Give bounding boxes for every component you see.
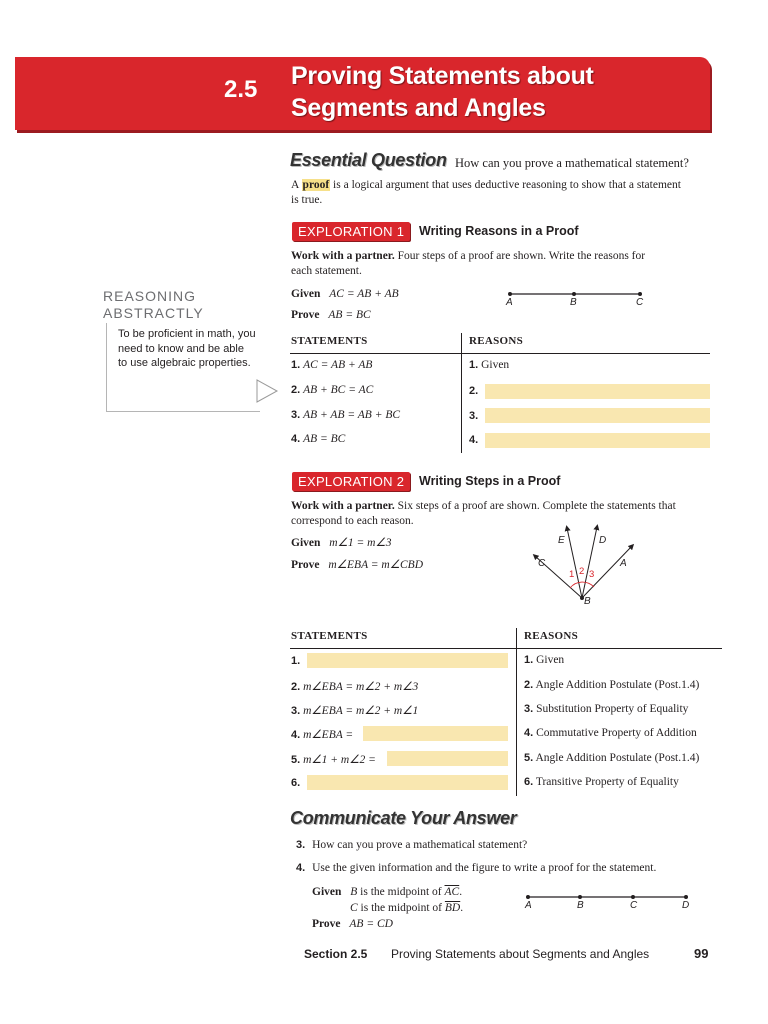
question-number: 4.: [296, 862, 306, 874]
answer-field-statement-6[interactable]: [307, 775, 508, 790]
page-number: 99: [694, 946, 709, 961]
row-number: 6.: [524, 776, 534, 788]
row-reason: Given: [481, 359, 510, 371]
row-statement: AB + AB = AB + BC: [303, 409, 401, 421]
row-number: 4.: [524, 727, 534, 739]
question4-given: Given B is the midpoint of $\overline{AC}$. C is the midpoint of $\overline{BD}$.: [312, 886, 464, 914]
exploration1-instruction-line1: Four steps of a proof are shown. Write the reasons for: [397, 250, 646, 262]
question-number: 3.: [296, 839, 306, 851]
row-reason: Given: [536, 654, 565, 666]
answer-field-statement-1[interactable]: [307, 653, 508, 668]
definition-text-line1: is a logical argument that uses deductive reasoning to show that a statement: [333, 179, 681, 191]
point-label-a: A: [525, 900, 532, 911]
row-statement: m∠1 + m∠2 =: [303, 754, 376, 766]
point-label-c: C: [630, 900, 638, 911]
table1-reason: [469, 359, 509, 371]
point-label-a: A: [506, 297, 513, 308]
row-number: 2.: [524, 679, 534, 691]
sidebar-text: To be proficient in math, you need to know and be able to use algebraic properties.: [118, 328, 256, 369]
given-midpoint-text: is the midpoint of: [360, 902, 443, 914]
prove-label: Prove: [312, 918, 341, 930]
proof-definition: [291, 178, 711, 208]
table2-row: [291, 679, 418, 693]
prove-statement: AB = BC: [328, 309, 371, 321]
given-midpoint-text: is the midpoint of: [360, 886, 442, 898]
communicate-heading: Communicate Your Answer: [290, 808, 517, 828]
row-number: 2.: [469, 385, 479, 397]
row-number: 5.: [524, 752, 534, 764]
row-number: 1.: [524, 654, 534, 666]
row-reason: Substitution Property of Equality: [536, 703, 689, 715]
question-text: Use the given information and the figure to write a proof for the statement.: [312, 862, 657, 874]
table2-row: [291, 727, 353, 741]
table2-row: [291, 752, 376, 766]
given-label: Given: [291, 537, 321, 549]
exploration2-instruction-line1: Six steps of a proof are shown. Complete the statements that: [397, 500, 676, 512]
row-statement: m∠EBA =: [303, 729, 354, 741]
answer-field-reason-3[interactable]: [485, 408, 710, 423]
point-label-b: B: [584, 596, 591, 607]
definition-text-line2: is true.: [291, 194, 323, 206]
row-number: 3.: [524, 703, 534, 715]
exploration2-given: [291, 536, 392, 551]
given-label: Given: [291, 288, 321, 300]
point-label-b: B: [570, 297, 577, 308]
prove-label: Prove: [291, 309, 320, 321]
table1-header-reasons: REASONS: [469, 335, 524, 347]
exploration2-tag: EXPLORATION 2: [292, 472, 410, 491]
table2-row: [291, 703, 418, 717]
prove-label: Prove: [291, 559, 320, 571]
sidebar-heading: [103, 288, 204, 322]
point-label-e: E: [558, 535, 565, 546]
row-number: 4.: [291, 729, 301, 741]
question4-prove: [312, 918, 393, 930]
definition-article: A: [291, 179, 299, 191]
row-number: 1.: [291, 655, 301, 667]
angle-label-3: 3: [589, 569, 595, 580]
sidebar-heading-line1: REASONING: [103, 288, 197, 304]
page-title-line2: Segments and Angles: [291, 94, 546, 122]
row-statement: m∠EBA = m∠2 + m∠1: [303, 705, 419, 717]
angle-label-1: 1: [569, 569, 575, 580]
given-statement: m∠1 = m∠3: [329, 537, 392, 549]
table1-divider: [461, 333, 462, 453]
essential-question-text: How can you prove a mathematical statement?: [455, 156, 689, 170]
table2-header-statements: STATEMENTS: [291, 630, 368, 642]
sidebar-heading-line2: ABSTRACTLY: [103, 305, 204, 321]
row-statement: AC = AB + AB: [303, 359, 373, 371]
exploration1-title: Writing Reasons in a Proof: [419, 224, 579, 238]
section-number: 2.5: [224, 76, 258, 103]
footer-title: Proving Statements about Segments and Angles: [391, 947, 650, 961]
table2-divider: [516, 628, 517, 796]
row-reason: Angle Addition Postulate (Post.1.4): [535, 679, 700, 691]
row-number: 4.: [469, 434, 479, 446]
table2-reason: [524, 679, 699, 691]
proof-term-highlight: proof: [302, 179, 330, 191]
question-text: How can you prove a mathematical statement?: [312, 839, 528, 851]
essential-question-label: Essential Question: [290, 150, 447, 170]
row-number: 2.: [291, 384, 301, 396]
row-reason: Angle Addition Postulate (Post.1.4): [535, 752, 700, 764]
row-number: 4.: [291, 433, 301, 445]
table2-reason: [524, 703, 688, 715]
table2-reason: [524, 752, 699, 764]
given-segment-ac: $\overline{AC}$: [444, 886, 460, 898]
table1-row: [291, 433, 345, 445]
point-label-d: D: [682, 900, 690, 911]
row-number: 3.: [291, 409, 301, 421]
exploration1-prove: [291, 308, 371, 323]
exploration1-tag: EXPLORATION 1: [292, 222, 410, 241]
point-label-c: C: [538, 558, 546, 569]
table2-reason: [524, 654, 564, 666]
point-label-c: C: [636, 297, 644, 308]
given-point-b: B: [350, 886, 358, 898]
row-number: 3.: [291, 705, 301, 717]
page-title-line1: Proving Statements about: [291, 62, 594, 90]
question-4: [296, 862, 656, 874]
table1-row: [291, 359, 372, 371]
sidebar-pointer-arrow-icon: [255, 379, 279, 403]
exploration1-given: [291, 287, 399, 302]
answer-field-statement-4[interactable]: [363, 726, 508, 741]
answer-field-reason-4[interactable]: [485, 433, 710, 448]
exploration2-title: Writing Steps in a Proof: [419, 474, 561, 488]
given-statement: AC = AB + AB: [329, 288, 399, 300]
given-label: Given: [312, 886, 342, 898]
table1-row: [291, 384, 373, 396]
row-number: 3.: [469, 410, 479, 422]
row-number: 5.: [291, 754, 301, 766]
row-number: 2.: [291, 681, 301, 693]
table2-reason: [524, 776, 679, 788]
given-segment-bd: $\overline{BD}$: [444, 902, 461, 914]
exploration2-prove: [291, 558, 423, 573]
point-label-a: A: [620, 558, 627, 569]
prove-statement: AB = CD: [349, 918, 393, 930]
point-label-d: D: [599, 535, 607, 546]
exploration2-instructions: [291, 499, 711, 529]
answer-field-statement-5[interactable]: [387, 751, 508, 766]
row-number: 1.: [291, 359, 301, 371]
exploration1-instruction-bold: Work with a partner.: [291, 250, 395, 262]
row-number: 6.: [291, 777, 301, 789]
row-statement: m∠EBA = m∠2 + m∠3: [303, 681, 419, 693]
answer-field-reason-2[interactable]: [485, 384, 710, 399]
angle-label-2: 2: [579, 566, 585, 577]
given-point-c: C: [350, 902, 358, 914]
table1-header-rule: [290, 353, 710, 354]
row-statement: AB = BC: [303, 433, 346, 445]
exploration2-instruction-bold: Work with a partner.: [291, 500, 395, 512]
row-reason: Commutative Property of Addition: [536, 727, 697, 739]
table1-header-statements: STATEMENTS: [291, 335, 368, 347]
exploration1-instruction-line2: each statement.: [291, 265, 362, 277]
question-3: [296, 839, 527, 851]
table2-reason: [524, 727, 697, 739]
point-label-b: B: [577, 900, 584, 911]
row-number: 1.: [469, 359, 479, 371]
footer-section: Section 2.5: [304, 947, 368, 961]
prove-statement: m∠EBA = m∠CBD: [328, 559, 424, 571]
row-statement: AB + BC = AC: [303, 384, 374, 396]
table2-header-rule: [290, 648, 722, 649]
table1-row: [291, 409, 400, 421]
exploration1-instructions: [291, 249, 711, 279]
table2-header-reasons: REASONS: [524, 630, 579, 642]
exploration2-instruction-line2: correspond to each reason.: [291, 515, 414, 527]
segment-figure-abcd: [520, 889, 695, 905]
row-reason: Transitive Property of Equality: [535, 776, 679, 788]
